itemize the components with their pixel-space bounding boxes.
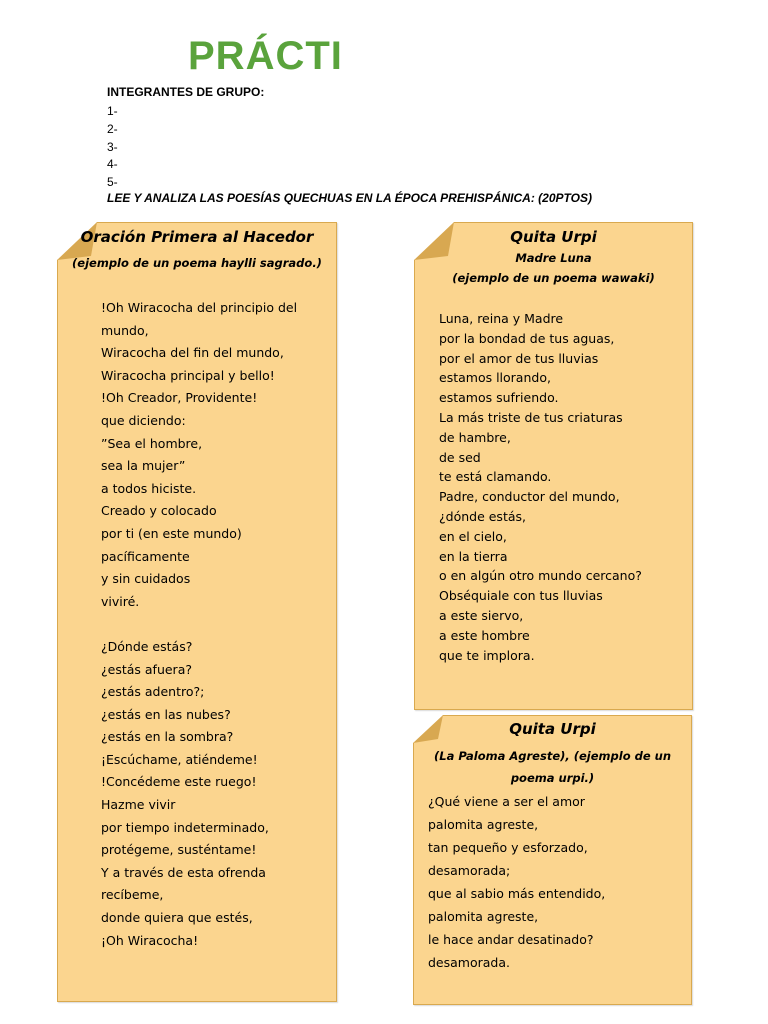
poem-line: tan pequeño y esforzado, [428, 840, 588, 855]
poem-line: desamorada; [428, 863, 511, 878]
poem-title: Quita Urpi [510, 228, 597, 246]
poem-line: estamos llorando, [439, 370, 551, 386]
poem-line: por el amor de tus lluvias [439, 350, 599, 366]
poem-subtitle [414, 745, 691, 789]
poem-line: en la tierra [439, 548, 508, 564]
poem-subtitle-line: (ejemplo de un poema wawaki) [452, 271, 655, 285]
poem-line: desamorada. [428, 955, 510, 970]
group-member-line: 3- [107, 139, 118, 154]
poem-line: de sed [439, 449, 481, 465]
poem-line: por tiempo indeterminado, [101, 819, 269, 835]
poem-line: y sin cuidados [101, 571, 191, 587]
poem-line: Y a través de esta ofrenda [101, 864, 266, 880]
poem-line: La más triste de tus criaturas [439, 409, 623, 425]
poem-line: a este hombre [439, 627, 530, 643]
poem-line: sea la mujer” [101, 458, 186, 474]
poem-line: a todos hiciste. [101, 480, 197, 496]
group-heading: INTEGRANTES DE GRUPO: [107, 85, 265, 99]
poem-line: Obséquiale con tus lluvias [439, 588, 603, 604]
poem-title: Oración Primera al Hacedor [80, 228, 314, 246]
poem-line: Wiracocha principal y bello! [101, 367, 275, 383]
poem-line: ¿estás en la sombra? [101, 729, 234, 745]
poem-line: que te implora. [439, 647, 535, 663]
poem-line: que diciendo: [101, 412, 186, 428]
poem-line: Hazme vivir [101, 797, 176, 813]
poem-line: donde quiera que estés, [101, 910, 253, 926]
poem-line: de hambre, [439, 429, 511, 445]
poem-line: ¿estás adentro?; [101, 684, 205, 700]
poem-line: ¿Qué viene a ser el amor [428, 794, 585, 809]
poem-line: ¿dónde estás, [439, 508, 526, 524]
poem-line: mundo, [101, 322, 149, 338]
poem-line: palomita agreste, [428, 817, 539, 832]
poem-lines [101, 297, 297, 952]
group-member-line: 1- [107, 104, 118, 118]
poem-note-madre-luna [414, 222, 693, 710]
poem-subtitle [415, 248, 692, 288]
poem-line: por ti (en este mundo) [101, 525, 242, 541]
poem-line: o en algún otro mundo cercano? [439, 568, 642, 584]
poem-line: !Oh Wiracocha del principio del [101, 300, 298, 315]
poem-line: Padre, conductor del mundo, [439, 489, 620, 505]
poem-line: ¿estás en las nubes? [101, 706, 231, 722]
poem-line: ¡Oh Wiracocha! [101, 932, 199, 948]
group-member-list [107, 103, 118, 192]
stanza-gap [101, 613, 297, 636]
poem-line: protégeme, susténtame! [101, 842, 257, 858]
poem-line: Creado y colocado [101, 503, 217, 519]
poem-line: ¡Escúchame, atiéndeme! [101, 751, 258, 767]
poem-line: ”Sea el hombre, [101, 435, 203, 451]
poem-subtitle-line: poema urpi.) [510, 771, 595, 785]
poem-note-oracion [57, 222, 337, 1002]
poem-line: !Oh Creador, Providente! [101, 390, 258, 406]
poem-line: a este siervo, [439, 607, 524, 623]
poem-lines [428, 790, 605, 974]
poem-line: le hace andar desatinado? [428, 932, 594, 947]
poem-subtitle-line: Madre Luna [515, 251, 592, 265]
poem-line: que al sabio más entendido, [428, 886, 606, 901]
poem-line: por la bondad de tus aguas, [439, 330, 615, 346]
poem-line: estamos sufriendo. [439, 390, 559, 406]
poem-line: ¿Dónde estás? [101, 638, 193, 654]
poem-line: palomita agreste, [428, 909, 539, 924]
poem-line: pacíficamente [101, 548, 190, 564]
poem-line: !Concédeme este ruego! [101, 774, 257, 790]
group-member-line: 4- [107, 157, 118, 172]
poem-note-paloma-agreste [413, 715, 692, 1005]
poem-line: Luna, reina y Madre [439, 311, 564, 326]
poem-line: en el cielo, [439, 528, 507, 544]
poem-line: Wiracocha del fin del mundo, [101, 345, 284, 361]
group-member-line: 2- [107, 121, 118, 136]
page-title: PRÁCTI [188, 34, 343, 78]
poem-lines [439, 309, 642, 665]
poem-line: ¿estás afuera? [101, 661, 192, 677]
poem-line: recíbeme, [101, 887, 164, 903]
instruction-text: LEE Y ANALIZA LAS POESÍAS QUECHUAS EN LA ÉPOCA PREHISPÁNICA: (20PTOS) [107, 191, 592, 205]
poem-subtitle: (ejemplo de un poema haylli sagrado.) [72, 256, 322, 270]
group-member-line: 5- [107, 175, 118, 190]
poem-line: viviré. [101, 593, 140, 609]
poem-title: Quita Urpi [509, 720, 596, 738]
poem-subtitle-line: (La Paloma Agreste), (ejemplo de un [433, 749, 672, 763]
poem-line: te está clamando. [439, 469, 552, 485]
